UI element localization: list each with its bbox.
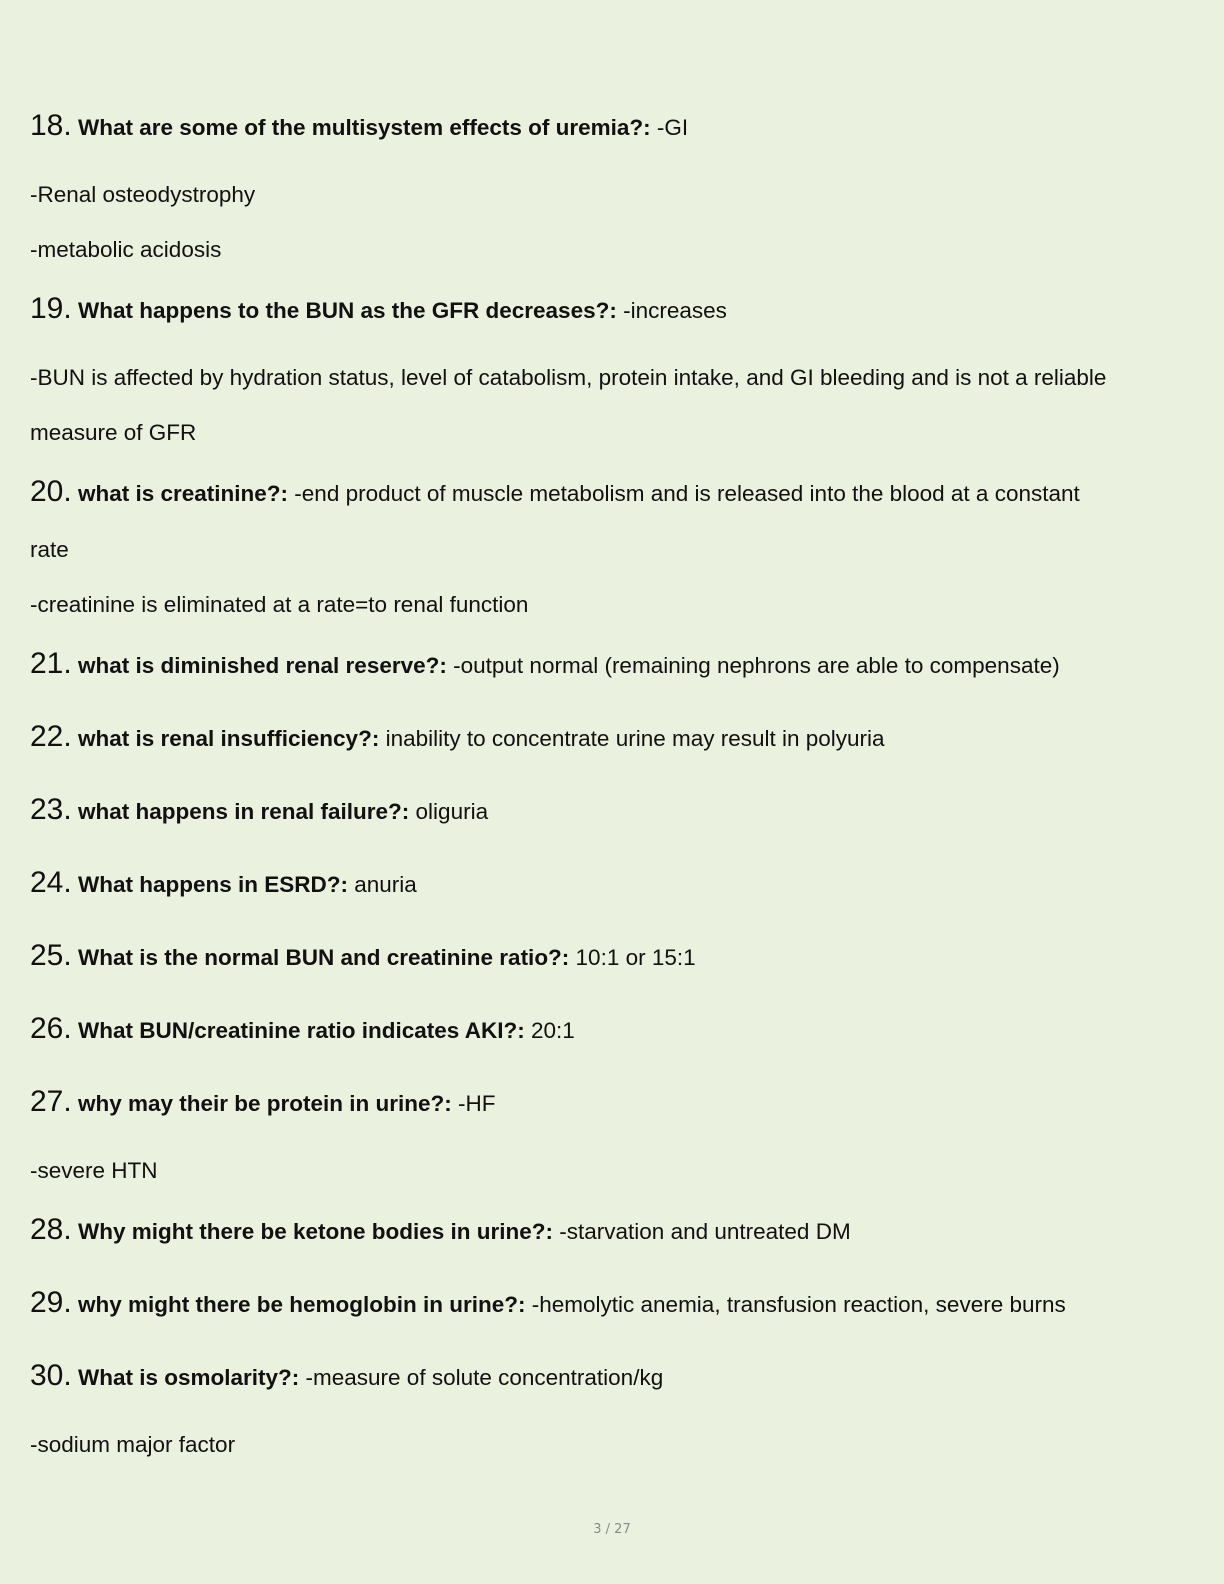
item-question: What are some of the multisystem effects of uremia?:	[77, 115, 651, 140]
item-question: what happens in renal failure?:	[77, 799, 410, 824]
item-answer: -starvation and untreated DM	[553, 1219, 851, 1244]
item-answer: -measure of solute concentration/kg	[299, 1365, 664, 1390]
item-question: What BUN/creatinine ratio indicates AKI?:	[77, 1018, 525, 1043]
answer-line: -sodium major factor	[30, 1432, 236, 1457]
qa-item-22	[30, 722, 1184, 752]
item-answer: -HF	[451, 1091, 496, 1116]
answer-line: rate	[30, 537, 69, 562]
qa-item-19	[30, 294, 1184, 324]
item-number: 21.	[30, 647, 72, 680]
qa-item-24	[30, 868, 1184, 898]
qa-item-23	[30, 795, 1184, 825]
item-number: 24.	[30, 866, 72, 899]
item-question: what is diminished renal reserve?:	[77, 653, 447, 678]
page-indicator: 3 / 27	[593, 1522, 631, 1537]
item-number: 19.	[30, 292, 72, 325]
item-number: 28.	[30, 1213, 72, 1246]
item-number: 25.	[30, 939, 72, 972]
item-answer: -hemolytic anemia, transfusion reaction, severe burns	[525, 1292, 1066, 1317]
answer-line: -metabolic acidosis	[30, 237, 222, 262]
item-answer: 10:1 or 15:1	[569, 945, 696, 970]
item-answer: 20:1	[524, 1018, 575, 1043]
qa-item-25	[30, 941, 1184, 971]
qa-item-21	[30, 649, 1184, 679]
item-question: Why might there be ketone bodies in urine?:	[77, 1219, 554, 1244]
answer-line: -BUN is affected by hydration status, level of catabolism, protein intake, and GI bleeding and is not a reliable	[30, 365, 1107, 390]
item-question: what is creatinine?:	[77, 481, 289, 506]
item-number: 26.	[30, 1012, 72, 1045]
item-number: 22.	[30, 720, 72, 753]
qa-item-20	[30, 477, 1184, 507]
qa-item-27	[30, 1087, 1184, 1117]
item-number: 20.	[30, 475, 72, 508]
qa-item-28	[30, 1215, 1184, 1245]
item-answer: oliguria	[409, 799, 489, 824]
item-answer: -output normal (remaining nephrons are able to compensate)	[446, 653, 1060, 678]
item-answer: anuria	[347, 872, 417, 897]
item-answer: inability to concentrate urine may result in polyuria	[379, 726, 885, 751]
item-number: 30.	[30, 1359, 72, 1392]
item-answer: -increases	[616, 298, 727, 323]
item-question: What is osmolarity?:	[77, 1365, 300, 1390]
answer-line: -creatinine is eliminated at a rate=to renal function	[30, 592, 529, 617]
item-number: 23.	[30, 793, 72, 826]
answer-line: measure of GFR	[30, 420, 197, 445]
answer-line: -Renal osteodystrophy	[30, 182, 256, 207]
item-number: 27.	[30, 1085, 72, 1118]
item-question: What is the normal BUN and creatinine ratio?:	[77, 945, 570, 970]
item-answer: -end product of muscle metabolism and is released into the blood at a constant	[288, 481, 1080, 506]
qa-item-29	[30, 1288, 1184, 1318]
item-number: 18.	[30, 109, 72, 142]
item-answer: -GI	[650, 115, 689, 140]
qa-item-26	[30, 1014, 1184, 1044]
qa-item-30	[30, 1361, 1184, 1391]
answer-line: -severe HTN	[30, 1158, 158, 1183]
qa-item-18	[30, 111, 1184, 141]
item-question: What happens in ESRD?:	[77, 872, 348, 897]
item-question: What happens to the BUN as the GFR decreases?:	[77, 298, 617, 323]
item-question: why may their be protein in urine?:	[77, 1091, 452, 1116]
item-question: why might there be hemoglobin in urine?:	[77, 1292, 526, 1317]
item-number: 29.	[30, 1286, 72, 1319]
item-question: what is renal insufficiency?:	[77, 726, 380, 751]
